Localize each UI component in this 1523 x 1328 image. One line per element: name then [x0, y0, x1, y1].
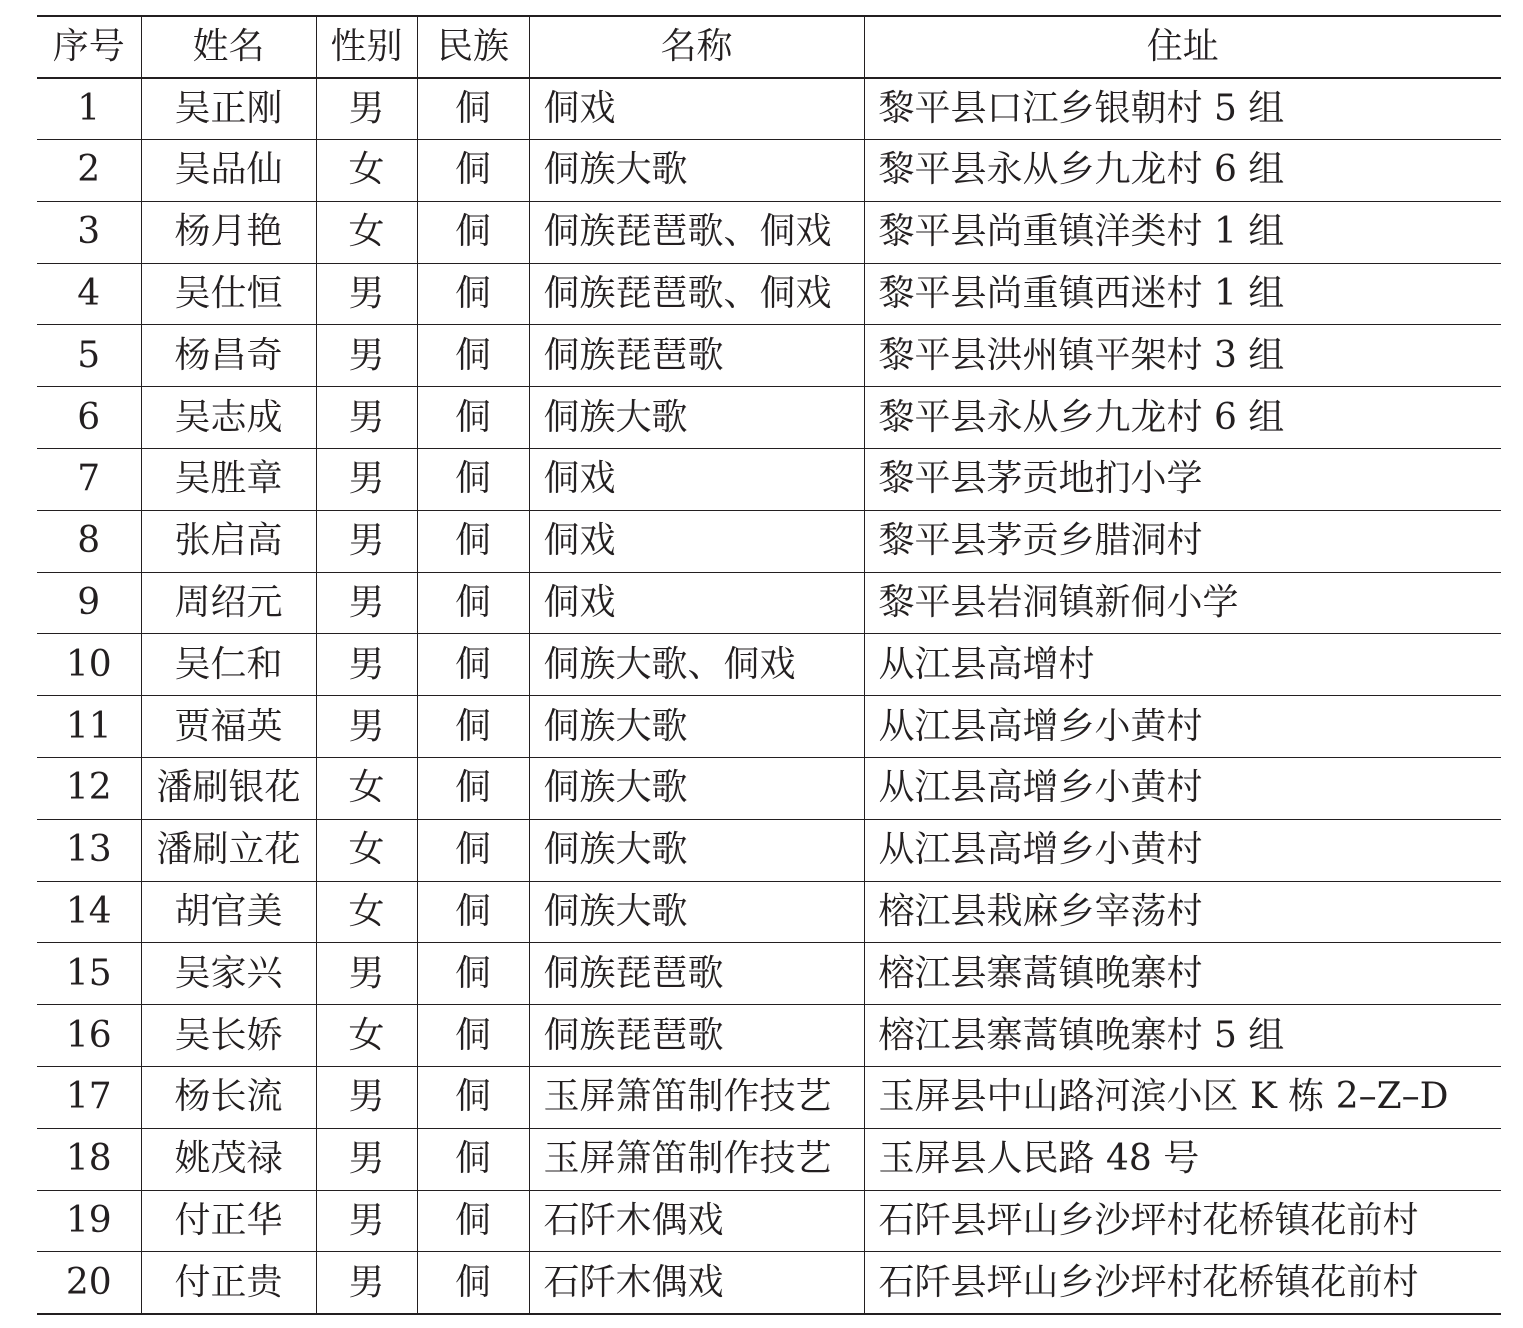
cell-name: 张启高: [141, 510, 316, 572]
cell-gender: 女: [316, 1005, 417, 1067]
cell-ethnicity: 侗: [417, 325, 529, 387]
cell-address: 玉屏县中山路河滨小区 K 栋 2–Z–D: [864, 1067, 1501, 1129]
table-row: [37, 1128, 1501, 1190]
table-row: [37, 263, 1501, 325]
cell-index: 12: [37, 758, 141, 820]
cell-index: 6: [37, 387, 141, 449]
cell-address: 黎平县永从乡九龙村 6 组: [864, 140, 1501, 202]
cell-name: 姚茂禄: [141, 1128, 316, 1190]
cell-gender: 女: [316, 140, 417, 202]
table-row: [37, 881, 1501, 943]
cell-ethnicity: 侗: [417, 572, 529, 634]
cell-name: 吴正刚: [141, 78, 316, 140]
cell-ethnicity: 侗: [417, 1128, 529, 1190]
cell-item-name: 侗族琵琶歌、侗戏: [529, 263, 864, 325]
cell-item-name: 侗族琵琶歌: [529, 325, 864, 387]
cell-gender: 女: [316, 881, 417, 943]
cell-address: 黎平县岩洞镇新侗小学: [864, 572, 1501, 634]
cell-index: 20: [37, 1252, 141, 1314]
cell-ethnicity: 侗: [417, 943, 529, 1005]
cell-address: 从江县高增村: [864, 634, 1501, 696]
cell-index: 16: [37, 1005, 141, 1067]
cell-name: 付正贵: [141, 1252, 316, 1314]
cell-index: 10: [37, 634, 141, 696]
cell-index: 15: [37, 943, 141, 1005]
cell-ethnicity: 侗: [417, 140, 529, 202]
cell-item-name: 侗戏: [529, 510, 864, 572]
cell-gender: 男: [316, 78, 417, 140]
cell-address: 石阡县坪山乡沙坪村花桥镇花前村: [864, 1190, 1501, 1252]
cell-item-name: 侗戏: [529, 78, 864, 140]
cell-ethnicity: 侗: [417, 881, 529, 943]
table-row: [37, 140, 1501, 202]
cell-item-name: 侗族大歌: [529, 819, 864, 881]
cell-item-name: 石阡木偶戏: [529, 1252, 864, 1314]
cell-item-name: 侗族大歌: [529, 758, 864, 820]
cell-item-name: 侗戏: [529, 449, 864, 511]
cell-gender: 男: [316, 1067, 417, 1129]
table-row: [37, 325, 1501, 387]
cell-name: 付正华: [141, 1190, 316, 1252]
cell-item-name: 侗族大歌: [529, 140, 864, 202]
header-name: 姓名: [141, 16, 316, 78]
table-row: [37, 758, 1501, 820]
cell-name: 潘刷立花: [141, 819, 316, 881]
cell-name: 吴志成: [141, 387, 316, 449]
table-row: [37, 387, 1501, 449]
cell-gender: 男: [316, 943, 417, 1005]
cell-name: 吴品仙: [141, 140, 316, 202]
cell-ethnicity: 侗: [417, 201, 529, 263]
cell-index: 5: [37, 325, 141, 387]
cell-address: 黎平县口江乡银朝村 5 组: [864, 78, 1501, 140]
header-ethnicity: 民族: [417, 16, 529, 78]
cell-item-name: 侗族大歌: [529, 881, 864, 943]
cell-index: 18: [37, 1128, 141, 1190]
cell-gender: 男: [316, 1252, 417, 1314]
cell-index: 19: [37, 1190, 141, 1252]
cell-name: 潘刷银花: [141, 758, 316, 820]
table-row: [37, 634, 1501, 696]
table-row: [37, 1252, 1501, 1314]
cell-address: 黎平县洪州镇平架村 3 组: [864, 325, 1501, 387]
header-gender: 性别: [316, 16, 417, 78]
cell-index: 13: [37, 819, 141, 881]
cell-ethnicity: 侗: [417, 696, 529, 758]
cell-index: 2: [37, 140, 141, 202]
table-row: [37, 572, 1501, 634]
cell-item-name: 侗族大歌、侗戏: [529, 634, 864, 696]
table-row: [37, 78, 1501, 140]
table-row: [37, 1067, 1501, 1129]
cell-ethnicity: 侗: [417, 1190, 529, 1252]
cell-gender: 男: [316, 510, 417, 572]
cell-address: 黎平县茅贡乡腊洞村: [864, 510, 1501, 572]
cell-address: 黎平县尚重镇西迷村 1 组: [864, 263, 1501, 325]
cell-gender: 女: [316, 758, 417, 820]
table-body: [37, 78, 1501, 1314]
table-row: [37, 510, 1501, 572]
cell-item-name: 侗族大歌: [529, 387, 864, 449]
cell-gender: 男: [316, 1190, 417, 1252]
cell-item-name: 玉屏箫笛制作技艺: [529, 1128, 864, 1190]
cell-gender: 男: [316, 634, 417, 696]
cell-gender: 男: [316, 449, 417, 511]
cell-gender: 男: [316, 572, 417, 634]
cell-gender: 女: [316, 201, 417, 263]
header-index: 序号: [37, 16, 141, 78]
cell-address: 从江县高增乡小黄村: [864, 696, 1501, 758]
cell-ethnicity: 侗: [417, 387, 529, 449]
cell-ethnicity: 侗: [417, 758, 529, 820]
cell-ethnicity: 侗: [417, 78, 529, 140]
cell-index: 11: [37, 696, 141, 758]
table-row: [37, 696, 1501, 758]
cell-ethnicity: 侗: [417, 634, 529, 696]
table-header-row: [37, 16, 1501, 78]
cell-index: 17: [37, 1067, 141, 1129]
cell-item-name: 侗族琵琶歌: [529, 943, 864, 1005]
header-address: 住址: [864, 16, 1501, 78]
cell-ethnicity: 侗: [417, 263, 529, 325]
cell-ethnicity: 侗: [417, 819, 529, 881]
header-item-name: 名称: [529, 16, 864, 78]
cell-address: 从江县高增乡小黄村: [864, 758, 1501, 820]
cell-gender: 男: [316, 1128, 417, 1190]
table-row: [37, 201, 1501, 263]
cell-index: 1: [37, 78, 141, 140]
cell-name: 贾福英: [141, 696, 316, 758]
cell-name: 周绍元: [141, 572, 316, 634]
cell-item-name: 石阡木偶戏: [529, 1190, 864, 1252]
cell-address: 黎平县茅贡地扪小学: [864, 449, 1501, 511]
cell-index: 4: [37, 263, 141, 325]
table-row: [37, 1190, 1501, 1252]
cell-index: 3: [37, 201, 141, 263]
cell-ethnicity: 侗: [417, 1005, 529, 1067]
cell-index: 14: [37, 881, 141, 943]
cell-name: 吴家兴: [141, 943, 316, 1005]
cell-name: 吴仁和: [141, 634, 316, 696]
cell-index: 7: [37, 449, 141, 511]
cell-gender: 男: [316, 325, 417, 387]
cell-ethnicity: 侗: [417, 1067, 529, 1129]
cell-item-name: 侗族琵琶歌、侗戏: [529, 201, 864, 263]
cell-item-name: 侗戏: [529, 572, 864, 634]
cell-name: 胡官美: [141, 881, 316, 943]
cell-address: 榕江县寨蒿镇晚寨村: [864, 943, 1501, 1005]
cell-address: 黎平县永从乡九龙村 6 组: [864, 387, 1501, 449]
cell-name: 吴仕恒: [141, 263, 316, 325]
cell-index: 9: [37, 572, 141, 634]
cell-gender: 男: [316, 696, 417, 758]
cell-name: 杨月艳: [141, 201, 316, 263]
cell-name: 吴长娇: [141, 1005, 316, 1067]
cell-ethnicity: 侗: [417, 1252, 529, 1314]
cell-item-name: 玉屏箫笛制作技艺: [529, 1067, 864, 1129]
cell-index: 8: [37, 510, 141, 572]
cell-gender: 女: [316, 819, 417, 881]
cell-address: 榕江县栽麻乡宰荡村: [864, 881, 1501, 943]
inheritor-table: [37, 15, 1501, 1315]
table-row: [37, 1005, 1501, 1067]
cell-name: 杨长流: [141, 1067, 316, 1129]
cell-gender: 男: [316, 263, 417, 325]
cell-address: 榕江县寨蒿镇晚寨村 5 组: [864, 1005, 1501, 1067]
cell-address: 从江县高增乡小黄村: [864, 819, 1501, 881]
cell-gender: 男: [316, 387, 417, 449]
cell-address: 石阡县坪山乡沙坪村花桥镇花前村: [864, 1252, 1501, 1314]
table-row: [37, 943, 1501, 1005]
cell-item-name: 侗族大歌: [529, 696, 864, 758]
cell-address: 黎平县尚重镇洋类村 1 组: [864, 201, 1501, 263]
cell-ethnicity: 侗: [417, 449, 529, 511]
cell-ethnicity: 侗: [417, 510, 529, 572]
cell-name: 杨昌奇: [141, 325, 316, 387]
cell-item-name: 侗族琵琶歌: [529, 1005, 864, 1067]
table-row: [37, 449, 1501, 511]
cell-address: 玉屏县人民路 48 号: [864, 1128, 1501, 1190]
cell-name: 吴胜章: [141, 449, 316, 511]
table-row: [37, 819, 1501, 881]
